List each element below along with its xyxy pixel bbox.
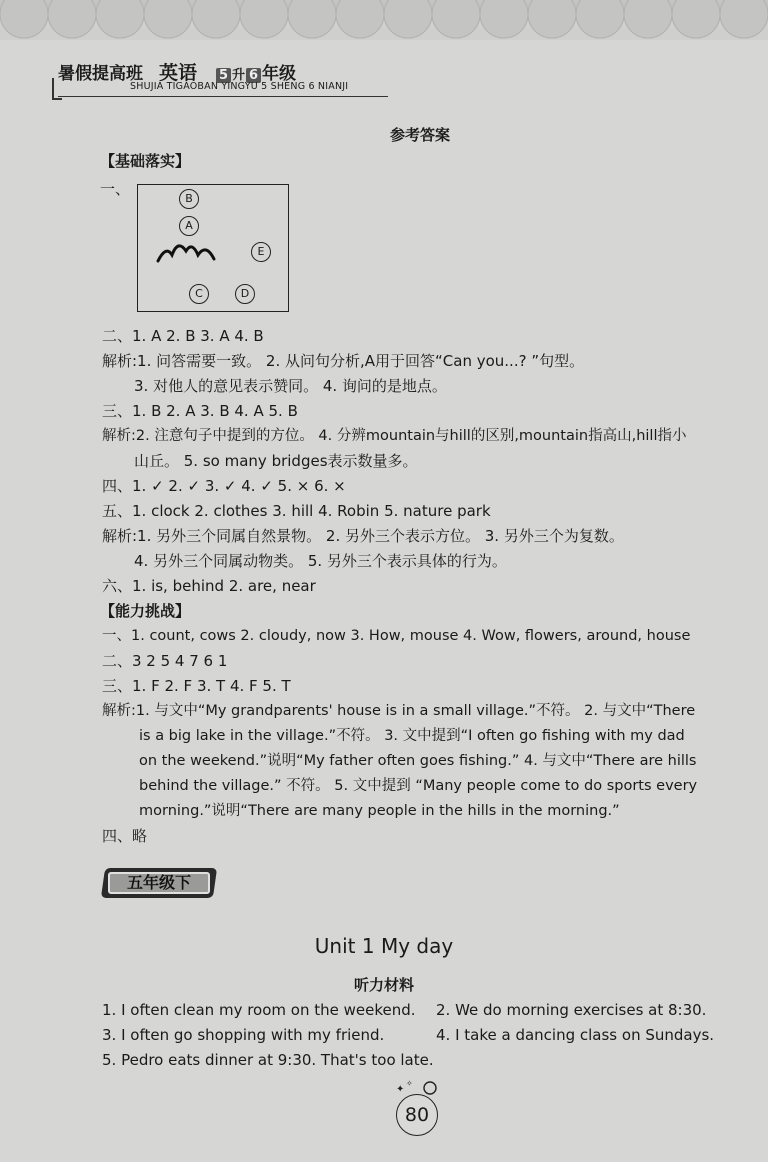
- listening-title: 听力材料: [353, 976, 414, 994]
- series-name: 暑假提高班: [58, 64, 143, 84]
- challenge-line: 二、3 2 5 4 7 6 1: [102, 652, 228, 670]
- challenge-line: on the weekend.”说明“My father often goes fishing.” 4. 与文中“There are hills: [139, 753, 697, 769]
- header-pinyin: SHUJIA TIGAOBAN YINGYU 5 SHENG 6 NIANJI: [130, 81, 349, 92]
- grade-from: 5: [216, 68, 231, 83]
- answer-line: 解析:2. 注意句子中提到的方位。 4. 分辨mountain与hill的区别,mountain指高山,hill指小: [102, 428, 687, 444]
- challenge-section-heading: 【能力挑战】: [100, 602, 191, 620]
- map-label-c: C: [189, 284, 209, 304]
- q1-label: 一、: [100, 180, 131, 198]
- answer-line: 山丘。 5. so many bridges表示数量多。: [134, 452, 418, 470]
- answer-line: 二、1. A 2. B 3. A 4. B: [102, 327, 264, 345]
- listening-line: 1. I often clean my room on the weekend.: [102, 1001, 416, 1019]
- challenge-line: 一、1. count, cows 2. cloudy, now 3. How, mouse 4. Wow, flowers, around, house: [102, 628, 691, 644]
- grade-suffix: 年级: [262, 64, 297, 84]
- map-label-e: E: [251, 242, 271, 262]
- challenge-line: 三、1. F 2. F 3. T 4. F 5. T: [102, 677, 291, 695]
- answer-line: 三、1. B 2. A 3. B 4. A 5. B: [102, 402, 298, 420]
- position-map: [137, 184, 289, 312]
- scalloped-top-border: [0, 0, 768, 40]
- answer-line: 六、1. is, behind 2. are, near: [102, 577, 316, 595]
- svg-text:✦: ✦: [396, 1084, 405, 1095]
- unit-title: Unit 1 My day: [314, 934, 454, 958]
- page-number: 80: [396, 1094, 438, 1136]
- listening-line: 2. We do morning exercises at 8:30.: [436, 1001, 707, 1019]
- challenge-line: 解析:1. 与文中“My grandparents' house is in a small village.”不符。 2. 与文中“There: [102, 703, 696, 719]
- map-label-a: A: [179, 216, 199, 236]
- answer-line: 4. 另外三个同属动物类。 5. 另外三个表示具体的行为。: [134, 552, 507, 570]
- answer-line: 解析:1. 问答需要一致。 2. 从问句分析,A用于回答“Can you...? ”句型。: [102, 352, 585, 370]
- grade-badge-label: 五年级下: [108, 872, 210, 894]
- map-label-d: D: [235, 284, 255, 304]
- answer-line: 四、1. ✓ 2. ✓ 3. ✓ 4. ✓ 5. × 6. ×: [102, 477, 346, 495]
- listening-line: 5. Pedro eats dinner at 9:30. That's too late.: [102, 1051, 434, 1069]
- subject-name: 英语: [159, 62, 198, 84]
- hills-icon: [156, 235, 224, 267]
- challenge-line: behind the village.” 不符。 5. 文中提到 “Many people come to do sports every: [139, 778, 698, 794]
- challenge-line: 四、略: [102, 827, 148, 845]
- answer-line: 3. 对他人的意见表示赞同。 4. 询问的是地点。: [134, 377, 447, 395]
- map-label-b: B: [179, 189, 199, 209]
- challenge-line: morning.”说明“There are many people in the hills in the morning.”: [139, 803, 620, 819]
- challenge-line: is a big lake in the village.”不符。 3. 文中提到“I often go fishing with my dad: [139, 728, 685, 744]
- header-underline: [58, 96, 388, 97]
- grade-to: 6: [246, 68, 261, 83]
- answer-title: 参考答案: [389, 126, 450, 144]
- listening-line: 4. I take a dancing class on Sundays.: [436, 1026, 715, 1044]
- answer-line: 解析:1. 另外三个同属自然景物。 2. 另外三个表示方位。 3. 另外三个为复数。: [102, 527, 624, 545]
- grade-mid: 升: [231, 68, 245, 83]
- book-header: [58, 58, 388, 98]
- basic-section-heading: 【基础落实】: [100, 152, 191, 170]
- svg-text:✧: ✧: [406, 1079, 413, 1088]
- answer-line: 五、1. clock 2. clothes 3. hill 4. Robin 5. nature park: [102, 502, 491, 520]
- listening-line: 3. I often go shopping with my friend.: [102, 1026, 385, 1044]
- grade-badge: [101, 868, 217, 898]
- scallop-shape: [0, 0, 768, 44]
